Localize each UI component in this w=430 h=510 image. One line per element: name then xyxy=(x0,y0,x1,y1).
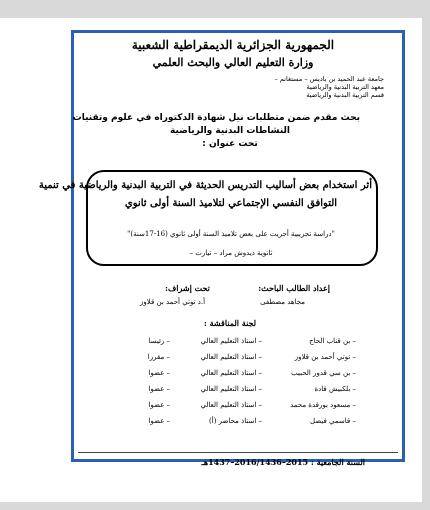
thesis-title-line-2: التوافق النفسي الإجتماعي لتلاميذ السنة أولى ثانوي xyxy=(124,198,338,209)
supervision-label: تحت إشراف: xyxy=(165,283,210,293)
memo-line-3: تحت عنوان : xyxy=(202,139,258,149)
member-rank: – استاذ التعليم العالي xyxy=(200,401,262,409)
memo-statement xyxy=(72,112,360,151)
member-rank: – استاذ التعليم العالي xyxy=(200,385,262,393)
memo-line-2: النشاطات البدنية والرياضية xyxy=(170,126,290,136)
committee-row xyxy=(0,353,430,369)
member-name: – بن قناب الحاج xyxy=(309,337,356,345)
study-note: "دراسة تجريبية أجريت على بعض تلاميذ السنة أولى ثانوي (16-17سنة)" xyxy=(127,230,335,238)
viewer-top-bar xyxy=(0,0,430,18)
member-name: – توتي أحمد بن قلاوز xyxy=(294,353,356,361)
viewer-bottom-margin xyxy=(0,502,430,510)
committee-row xyxy=(0,417,430,433)
viewer-right-margin xyxy=(422,0,430,510)
department-line: قسم التربية البدنية والرياضية xyxy=(306,91,384,99)
member-name: – قاسمي فيصل xyxy=(309,417,356,425)
member-rank: – استاذ التعليم العالي xyxy=(200,369,262,377)
member-role: – رئيسا xyxy=(148,337,170,345)
member-role: – مقررا xyxy=(147,353,170,361)
committee-row xyxy=(0,337,430,353)
member-name: – بن سي قدور الحبيب xyxy=(291,369,356,377)
academic-year: السنة الجامعية : 2015–2016/1436–1437هـ xyxy=(201,457,365,467)
committee-heading: لجنة المناقشة : xyxy=(203,318,257,328)
university-line: جامعة عبد الحميد بن باديس – مستغانم – xyxy=(274,75,384,83)
committee-row xyxy=(0,385,430,401)
supervisor-name: أ.د توتي أحمد بن قلاوز xyxy=(140,298,206,306)
university-block xyxy=(275,75,384,99)
ministry-heading: وزارة التعليم العالي والبحث العلمي xyxy=(152,56,314,69)
prepared-by-label: إعداد الطالب الباحث: xyxy=(258,283,330,293)
institute-line: معهد التربية البدنية والرياضية xyxy=(306,83,384,91)
thesis-title-line-1: أثر استخدام بعض أساليب التدريس الحديثة في التربية البدنية والرياضية في تنمية xyxy=(38,180,372,191)
member-rank: – استاذ محاضر (أ) xyxy=(209,417,262,425)
member-role: – عضوا xyxy=(148,385,170,393)
member-name: – بلكبيش قادة xyxy=(314,385,356,393)
member-role: – عضوا xyxy=(148,369,170,377)
member-rank: – استاذ التعليم العالي xyxy=(200,353,262,361)
memo-line-1: بحث مقدم ضمن متطلبات نيل شهادة الدكتوراه في علوم وتقنيات xyxy=(72,113,360,123)
committee-row xyxy=(0,401,430,417)
committee-row xyxy=(0,369,430,385)
student-name: مجاهد مصطفى xyxy=(260,298,305,306)
member-role: – عضوا xyxy=(148,417,170,425)
republic-heading: الجمهورية الجزائرية الديمقراطية الشعبية xyxy=(131,38,335,52)
footer-divider xyxy=(78,452,398,453)
member-name: – مسعود بورقدة محمد xyxy=(290,401,356,409)
member-role: – عضوا xyxy=(148,401,170,409)
school-name: ثانوية ديدوش مراد – تيارت – xyxy=(189,249,273,257)
member-rank: – استاذ التعليم العالي xyxy=(200,337,262,345)
